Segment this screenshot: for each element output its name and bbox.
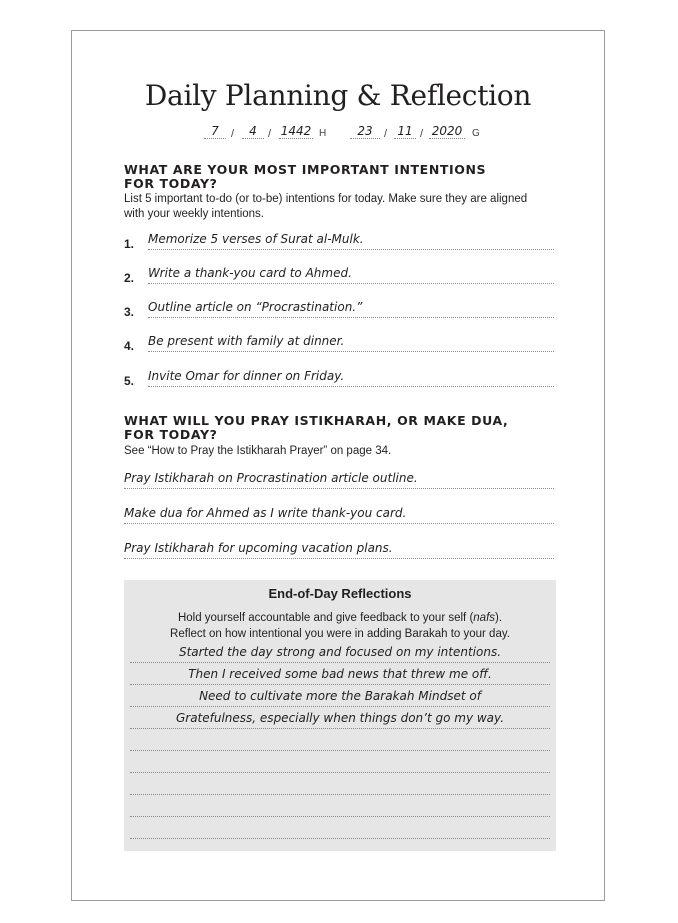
reflection-line[interactable] [130,798,550,817]
intention-number: 2. [124,271,135,285]
hijri-year-field[interactable]: 1442 [280,124,312,138]
greg-year-field[interactable]: 2020 [429,125,465,139]
intention-line[interactable]: Outline article on “Procrastination.” [148,300,554,318]
reflection-line[interactable] [130,732,550,751]
reflection-line[interactable] [130,754,550,773]
intentions-description: List 5 important to-do (or to-be) intentions for today. Make sure they are aligned with your weekly intentions. [124,193,528,220]
dua-line[interactable]: Pray Istikharah for upcoming vacation plans. [124,541,554,559]
intention-line[interactable]: Invite Omar for dinner on Friday. [148,369,554,387]
page-title: Daily Planning & Reflection [144,79,532,112]
reflection-line[interactable]: Started the day strong and focused on my intentions. [130,644,550,663]
intention-line[interactable]: Write a thank-you card to Ahmed. [148,266,554,284]
intention-number: 3. [124,305,135,319]
reflections-description: Hold yourself accountable and give feedback to your self (nafs). Reflect on how intentional you were in adding Barakah to your day. [170,612,510,640]
intention-number: 4. [124,339,135,353]
intention-line[interactable]: Memorize 5 verses of Surat al-Mulk. [148,232,554,250]
reflection-line[interactable] [130,820,550,839]
reflection-line[interactable]: Gratefulness, especially when things don’t go my way. [130,710,550,729]
dua-line[interactable]: Pray Istikharah on Procrastination article outline. [124,471,554,489]
hijri-month-field[interactable]: 4 [242,125,264,139]
reflection-line[interactable]: Then I received some bad news that threw me off. [130,666,550,685]
dua-description: See “How to Pray the Istikharah Prayer” on page 34. [124,445,392,457]
dua-heading: WHAT WILL YOU PRAY ISTIKHARAH, OR MAKE DUA, FOR TODAY? [124,413,509,442]
intention-number: 1. [124,237,135,251]
reflection-line[interactable] [130,776,550,795]
intention-number: 5. [124,374,135,388]
intention-line[interactable]: Be present with family at dinner. [148,334,554,352]
greg-suffix: G [472,128,480,139]
date-separator: / [231,128,235,140]
reflections-box [124,580,556,851]
date-separator: / [384,128,388,140]
date-separator: / [268,128,272,140]
greg-day-field[interactable]: 23 [350,125,380,139]
reflection-line[interactable]: Need to cultivate more the Barakah Mindset of [130,688,550,707]
intentions-heading: WHAT ARE YOUR MOST IMPORTANT INTENTIONS FOR TODAY? [124,162,487,191]
dua-line[interactable]: Make dua for Ahmed as I write thank-you card. [124,506,554,524]
date-separator: / [420,128,424,140]
hijri-day-field[interactable]: 7 [204,125,226,139]
planner-page [71,30,605,901]
hijri-suffix: H [319,128,327,139]
reflections-title: End-of-Day Reflections [268,586,412,601]
date-row [72,125,604,141]
greg-month-field[interactable]: 11 [394,125,416,139]
